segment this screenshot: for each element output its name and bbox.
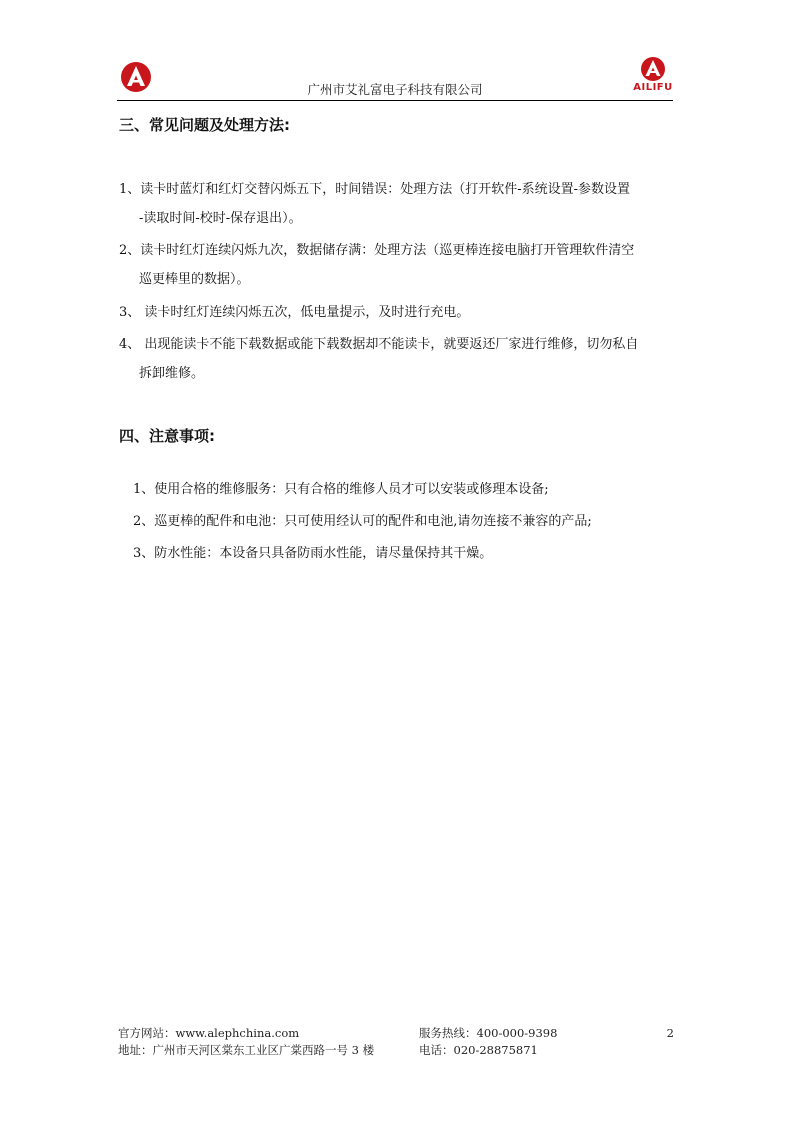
section-title: 三、常见问题及处理方法: [119, 116, 290, 134]
section-title: 四、注意事项: [119, 427, 215, 445]
list-item [119, 242, 675, 287]
item-line: 2、读卡时红灯连续闪烁九次，数据储存满：处理方法（巡更棒连接电脑打开管理软件清空 [119, 243, 635, 258]
item-line: 4、 出现能读卡不能下载数据或能下载数据却不能读卡，就要返还厂家进行维修，切勿私自 [119, 337, 639, 352]
item-line: 1、读卡时蓝灯和红灯交替闪烁五下，时间错误：处理方法（打开软件-系统设置-参数设置 [119, 182, 631, 197]
list-item: 1、使用合格的维修服务：只有合格的维修人员才可以安装或修理本设备; [133, 482, 549, 497]
list-item: 3、防水性能：本设备只具备防雨水性能，请尽量保持其干燥。 [133, 546, 493, 561]
page-number: 2 [666, 1026, 674, 1040]
brand-logo [633, 56, 673, 98]
footer-website: 官方网站：www.alephchina.com [118, 1026, 300, 1040]
aailifu-logo-icon [640, 56, 666, 82]
footer-hotline: 服务热线：400-000-9398 [419, 1026, 558, 1040]
list-item [119, 336, 675, 381]
list-item [119, 304, 675, 322]
list-item: 2、巡更棒的配件和电池：只可使用经认可的配件和电池,请勿连接不兼容的产品; [133, 514, 592, 529]
item-line-cont: 巡更棒里的数据）。 [139, 272, 250, 287]
page-header [117, 56, 673, 101]
item-line: 3、 读卡时红灯连续闪烁五次，低电量提示，及时进行充电。 [119, 305, 470, 320]
item-line-cont: -读取时间-校时-保存退出）。 [139, 211, 302, 226]
item-line-cont: 拆卸维修。 [139, 366, 205, 381]
company-name: 广州市艾礼富电子科技有限公司 [307, 82, 483, 97]
brand-name: AILIFU [633, 82, 673, 93]
footer-phone: 电话：020-28875871 [419, 1043, 538, 1057]
list-item [119, 181, 675, 226]
footer-address: 地址：广州市天河区棠东工业区广棠西路一号 3 楼 [118, 1043, 375, 1057]
